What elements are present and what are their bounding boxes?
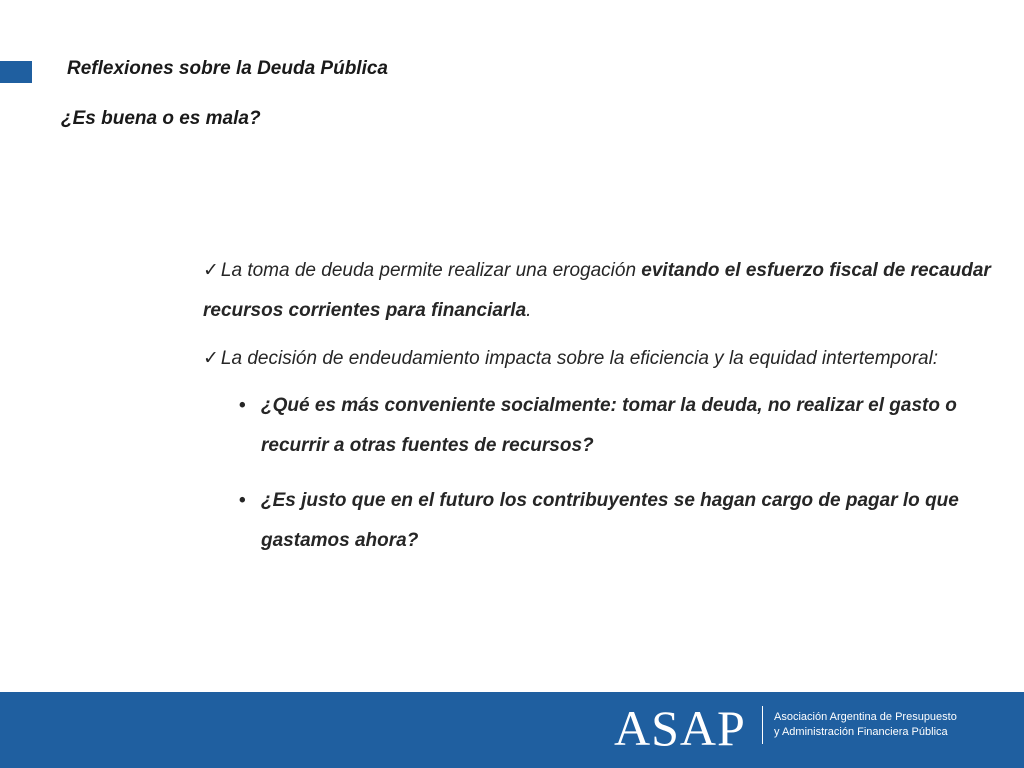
check-point-2-text: La decisión de endeudamiento impacta sobre la eficiencia y la equidad intertemporal: [220, 348, 939, 369]
check-point-1-intro: La toma de deuda permite realizar una erogación [220, 260, 642, 281]
footer-divider [762, 706, 763, 744]
sub-point-2 [203, 481, 1013, 561]
check-point-1-bold: evitando el esfuerzo fiscal de recaudar recursos corrientes para financiarla [203, 260, 991, 321]
org-line-1: Asociación Argentina de Presupuesto [774, 711, 957, 723]
bullet-icon: • [239, 490, 246, 511]
check-point-1-end: . [526, 300, 532, 321]
sub-point-1-text: ¿Qué es más conveniente socialmente: tomar la deuda, no realizar el gasto o recurrir a otras fuentes de recursos? [261, 395, 957, 456]
footer-bar [0, 692, 1024, 768]
checkmark-icon: ✓ [203, 259, 219, 281]
slide-content [203, 250, 1013, 576]
bullet-icon: • [239, 395, 246, 416]
corner-accent-bar [0, 61, 32, 83]
check-point-2 [203, 338, 1013, 379]
slide-title: Reflexiones sobre la Deuda Pública [67, 58, 388, 79]
sub-point-2-text: ¿Es justo que en el futuro los contribuyentes se hagan cargo de pagar lo que gastamos ahora? [261, 490, 959, 551]
org-line-2: y Administración Financiera Pública [774, 726, 948, 738]
sub-point-list [203, 386, 1013, 561]
sub-point-1 [203, 386, 1013, 466]
asap-logo: ASAP [614, 700, 746, 756]
footer-org-name [774, 710, 957, 740]
check-point-1 [203, 250, 1013, 331]
checkmark-icon: ✓ [203, 347, 219, 369]
slide-subtitle: ¿Es buena o es mala? [61, 108, 261, 129]
